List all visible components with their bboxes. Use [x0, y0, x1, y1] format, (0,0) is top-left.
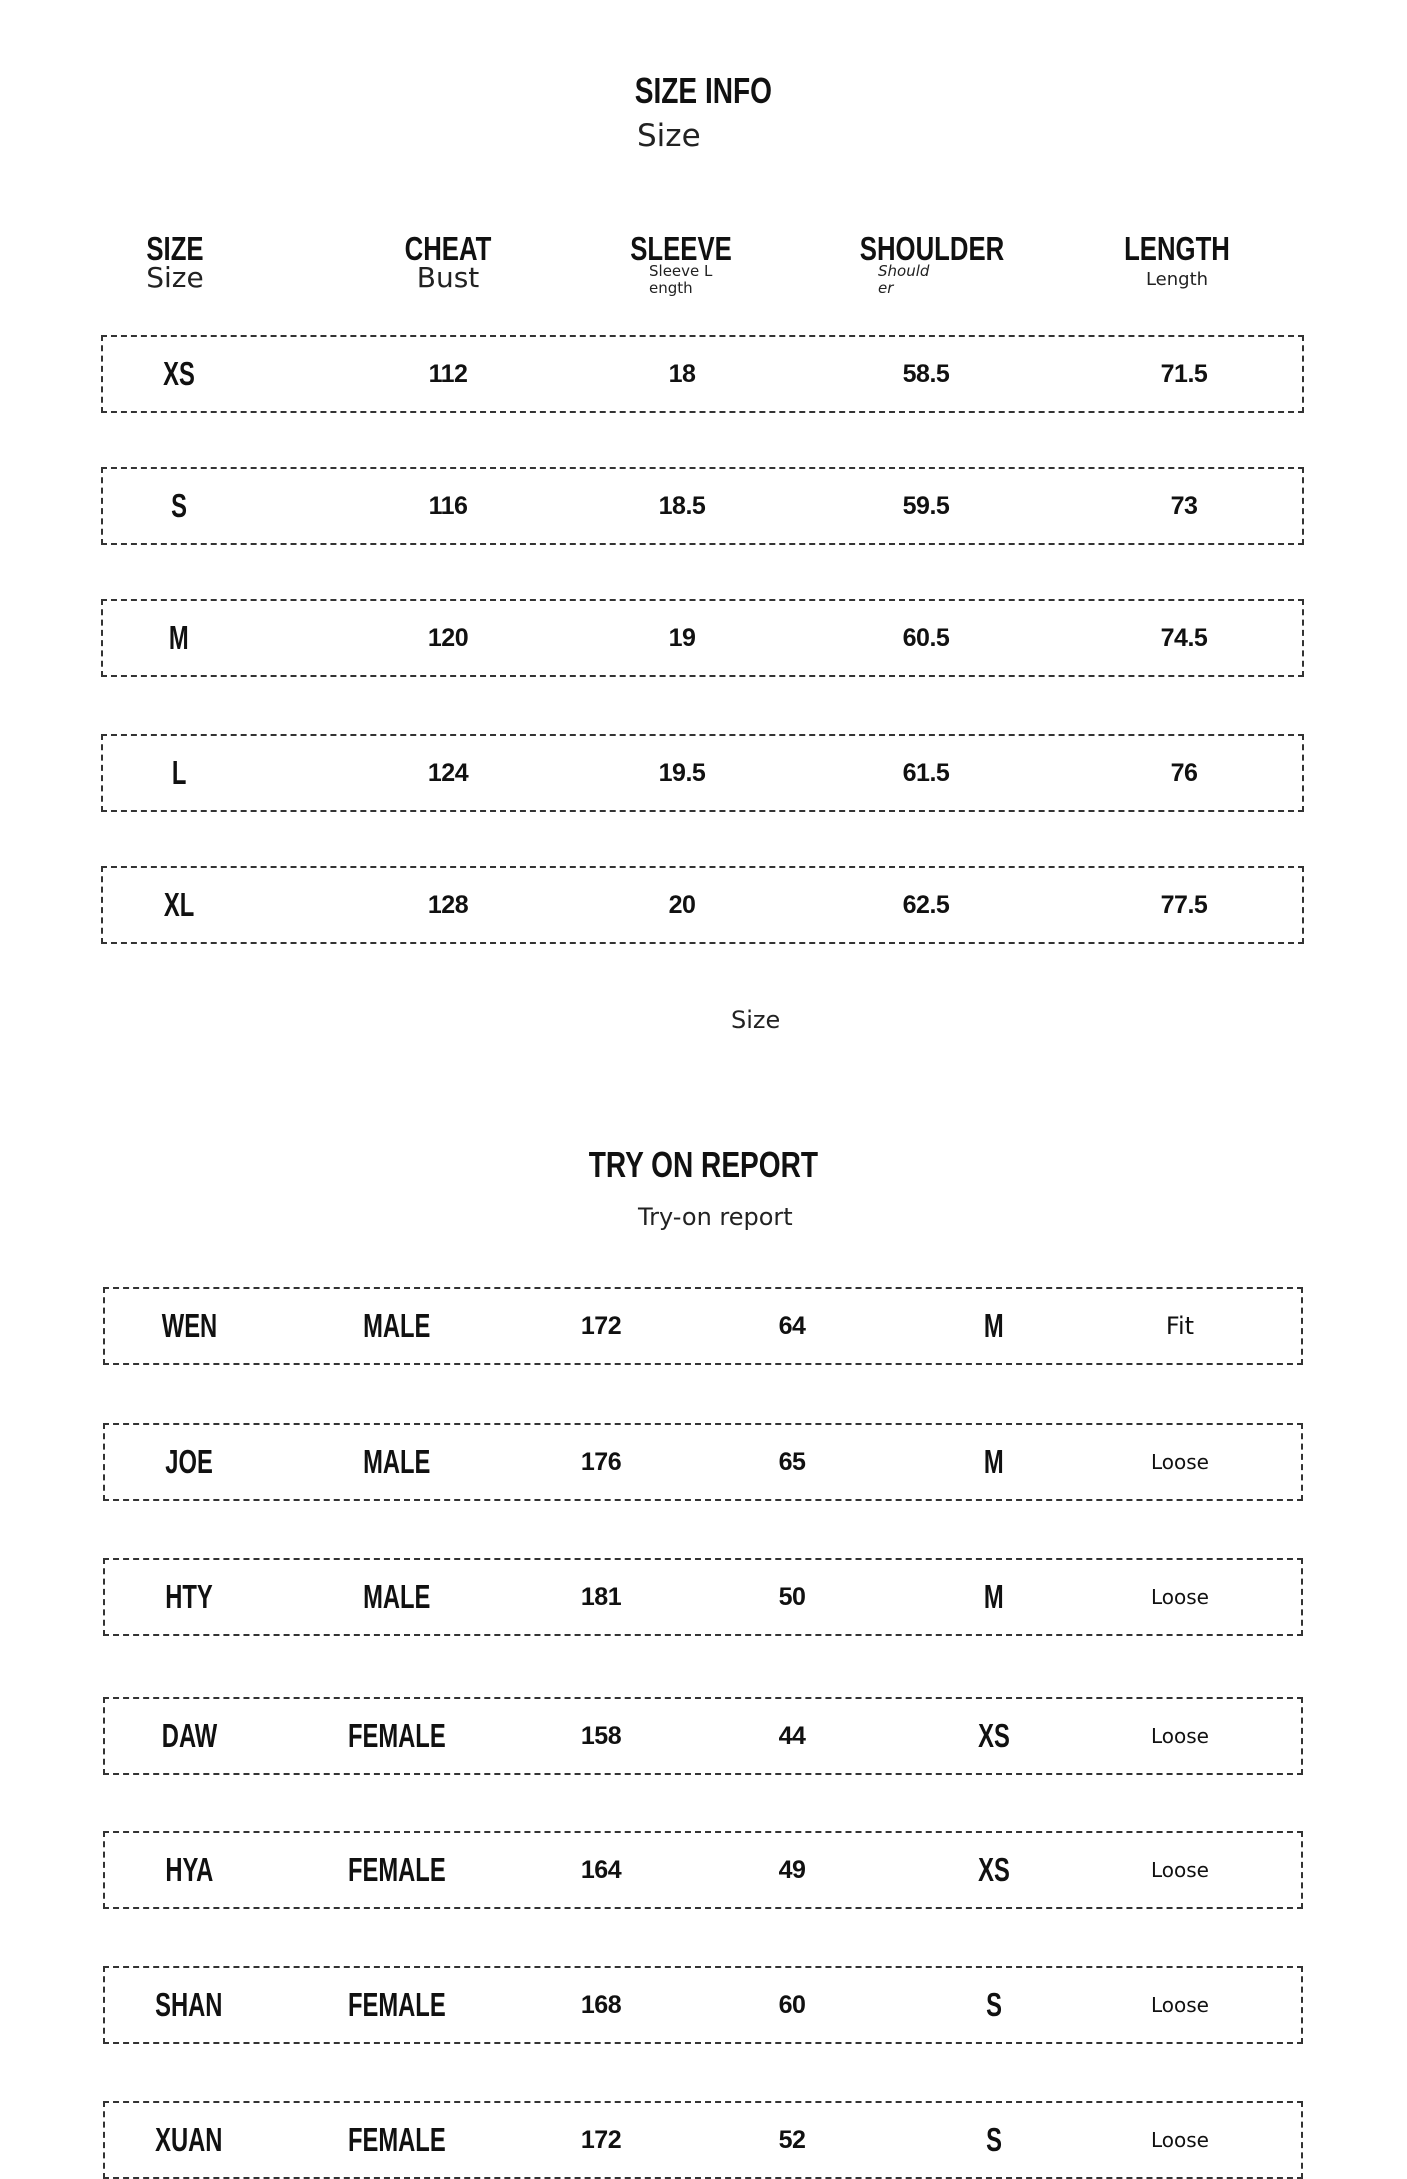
try-on-gender: FEMALE [348, 1986, 446, 2023]
size-table-row [101, 335, 1304, 413]
size-column-header-label: LENGTH [1124, 230, 1230, 267]
size-column-header-sublabel: Sleeve Length [649, 262, 713, 297]
try-on-row [103, 1558, 1303, 1636]
size-column-header [840, 232, 1020, 297]
try-on-fit: Loose [1151, 1450, 1209, 1474]
try-on-size: S [986, 2121, 1002, 2158]
try-on-subtitle: Try-on report [638, 1203, 793, 1231]
try-on-size: M [984, 1307, 1004, 1344]
size-column-header-label: SLEEVE [630, 230, 732, 267]
try-on-height: 172 [580, 2125, 622, 2154]
size-cell-value: 60.5 [902, 623, 950, 652]
try-on-fit: Fit [1165, 1312, 1195, 1340]
try-on-name: DAW [161, 1717, 217, 1754]
size-cell-size: L [171, 754, 187, 791]
size-info-title: SIZE INFO [634, 70, 773, 111]
size-table-row [101, 734, 1304, 812]
size-cell-value: 19.5 [658, 758, 706, 787]
size-cell-value: 71.5 [1160, 359, 1208, 388]
try-on-height: 172 [580, 1311, 622, 1340]
try-on-weight: 65 [778, 1447, 806, 1476]
try-on-name: XUAN [155, 2121, 223, 2158]
size-cell-value: 19 [668, 623, 696, 652]
size-cell-value: 120 [427, 623, 469, 652]
try-on-row [103, 1697, 1303, 1775]
try-on-row [103, 1423, 1303, 1501]
try-on-height: 181 [580, 1582, 622, 1611]
try-on-weight: 64 [778, 1311, 806, 1340]
size-column-header-label: SHOULDER [859, 230, 1005, 267]
try-on-row [103, 2101, 1303, 2179]
try-on-gender: FEMALE [348, 1851, 446, 1888]
size-column-header-label: SIZE [146, 230, 204, 267]
size-column-header-sublabel: Bust [416, 261, 480, 294]
size-column-header-label: CHEAT [404, 230, 492, 267]
size-column-header [358, 232, 538, 293]
size-cell-value: 61.5 [902, 758, 950, 787]
size-cell-value: 62.5 [902, 890, 950, 919]
try-on-weight: 49 [778, 1855, 806, 1884]
try-on-gender: FEMALE [348, 1717, 446, 1754]
try-on-weight: 50 [778, 1582, 806, 1611]
try-on-size: XS [978, 1717, 1010, 1754]
try-on-weight: 44 [778, 1721, 806, 1750]
try-on-height: 176 [580, 1447, 622, 1476]
try-on-name: JOE [165, 1443, 213, 1480]
try-on-size: M [984, 1443, 1004, 1480]
size-cell-value: 59.5 [902, 491, 950, 520]
size-cell-value: 20 [668, 890, 696, 919]
try-on-gender: MALE [363, 1307, 431, 1344]
size-column-header-sublabel: Shoulder [878, 262, 930, 297]
try-on-fit: Loose [1151, 2128, 1209, 2152]
try-on-fit: Loose [1151, 1724, 1209, 1748]
size-cell-value: 76 [1170, 758, 1198, 787]
size-cell-value: 77.5 [1160, 890, 1208, 919]
size-info-subtitle: Size [637, 118, 701, 154]
size-cell-value: 112 [428, 359, 468, 388]
size-cell-value: 128 [427, 890, 469, 919]
size-cell-value: 74.5 [1160, 623, 1208, 652]
size-cell-size: S [171, 487, 187, 524]
try-on-fit: Loose [1151, 1993, 1209, 2017]
try-on-row [103, 1831, 1303, 1909]
try-on-size: M [984, 1578, 1004, 1615]
try-on-name: WEN [161, 1307, 217, 1344]
try-on-name: SHAN [155, 1986, 223, 2023]
size-table-row [101, 467, 1304, 545]
size-cell-value: 58.5 [902, 359, 950, 388]
try-on-height: 168 [580, 1990, 622, 2019]
size-cell-size: XL [163, 886, 195, 923]
try-on-weight: 60 [778, 1990, 806, 2019]
size-column-header [1087, 232, 1267, 290]
size-cell-value: 73 [1170, 491, 1198, 520]
try-on-size: XS [978, 1851, 1010, 1888]
try-on-row [103, 1966, 1303, 2044]
try-on-gender: MALE [363, 1443, 431, 1480]
try-on-gender: FEMALE [348, 2121, 446, 2158]
size-column-header [591, 232, 771, 297]
try-on-fit: Loose [1151, 1858, 1209, 1882]
size-column-header-sublabel: Size [146, 261, 204, 294]
size-cell-value: 116 [428, 491, 468, 520]
try-on-title: TRY ON REPORT [588, 1144, 819, 1185]
size-cell-value: 18 [668, 359, 696, 388]
try-on-name: HYA [165, 1851, 213, 1888]
size-cell-size: XS [163, 355, 195, 392]
try-on-gender: MALE [363, 1578, 431, 1615]
size-table-row [101, 599, 1304, 677]
size-cell-value: 124 [427, 758, 469, 787]
try-on-weight: 52 [778, 2125, 806, 2154]
size-column-header-sublabel: Length [1145, 269, 1209, 290]
size-cell-value: 18.5 [658, 491, 706, 520]
try-on-fit: Loose [1151, 1585, 1209, 1609]
try-on-height: 164 [580, 1855, 622, 1884]
size-table-row [101, 866, 1304, 944]
size-column-header [85, 232, 265, 293]
size-cell-size: M [169, 619, 189, 656]
try-on-row [103, 1287, 1303, 1365]
try-on-name: HTY [165, 1578, 213, 1615]
size-footer-label: Size [731, 1006, 781, 1034]
try-on-height: 158 [580, 1721, 622, 1750]
try-on-size: S [986, 1986, 1002, 2023]
